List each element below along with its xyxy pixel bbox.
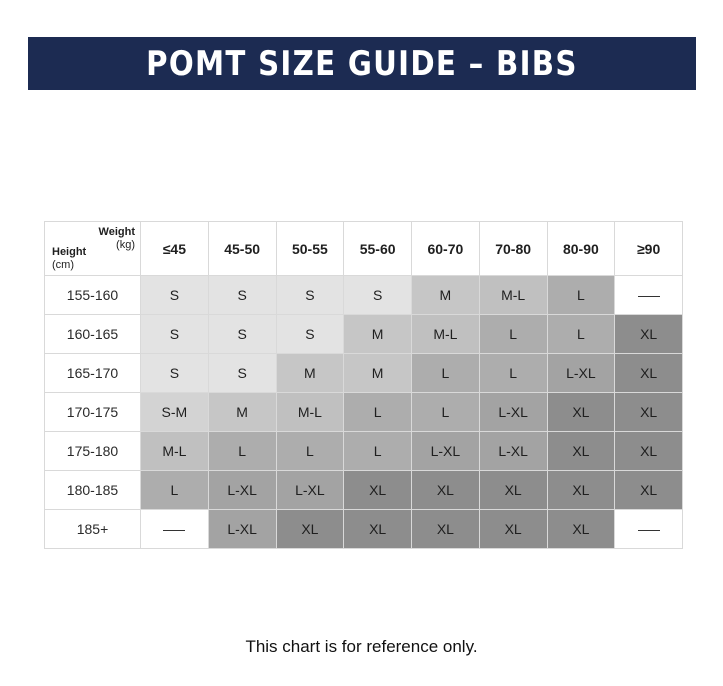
weight-header: 50-55 [276, 222, 344, 276]
table-body [45, 276, 683, 549]
size-cell: L-XL [208, 510, 276, 549]
height-row-label: 185+ [45, 510, 141, 549]
size-cell: S [208, 315, 276, 354]
table-row [45, 471, 683, 510]
table-row [45, 393, 683, 432]
size-cell: L [208, 432, 276, 471]
size-cell: XL [547, 393, 615, 432]
size-cell: XL [344, 471, 412, 510]
size-cell: M-L [276, 393, 344, 432]
size-cell: XL [615, 315, 683, 354]
header-row [45, 222, 683, 276]
size-cell: M [276, 354, 344, 393]
size-cell: XL [412, 471, 480, 510]
size-cell: XL [547, 510, 615, 549]
weight-header: 70-80 [479, 222, 547, 276]
table-row [45, 276, 683, 315]
size-cell: L-XL [479, 393, 547, 432]
size-cell: L-XL [412, 432, 480, 471]
weight-header: 55-60 [344, 222, 412, 276]
size-cell: M-L [479, 276, 547, 315]
height-unit: (cm) [52, 259, 74, 271]
height-label: Height [52, 246, 87, 258]
size-cell: L [344, 393, 412, 432]
size-cell: S [208, 354, 276, 393]
size-cell: XL [479, 471, 547, 510]
weight-header: 45-50 [208, 222, 276, 276]
height-row-label: 180-185 [45, 471, 141, 510]
size-cell: S [344, 276, 412, 315]
height-row-label: 170-175 [45, 393, 141, 432]
size-cell: XL [479, 510, 547, 549]
weight-header: ≤45 [141, 222, 209, 276]
size-cell: L-XL [547, 354, 615, 393]
dash-icon [638, 530, 660, 531]
size-cell: L-XL [479, 432, 547, 471]
size-cell-unavailable [615, 276, 683, 315]
size-cell: L [141, 471, 209, 510]
size-cell: S [276, 276, 344, 315]
size-cell: S [141, 354, 209, 393]
size-cell: L [479, 315, 547, 354]
size-cell: M [412, 276, 480, 315]
table-row [45, 315, 683, 354]
size-cell: XL [547, 432, 615, 471]
size-cell: XL [615, 471, 683, 510]
height-row-label: 160-165 [45, 315, 141, 354]
weight-header: 80-90 [547, 222, 615, 276]
height-row-label: 155-160 [45, 276, 141, 315]
size-cell: L [276, 432, 344, 471]
size-cell-unavailable [615, 510, 683, 549]
size-cell: L [344, 432, 412, 471]
size-cell: XL [412, 510, 480, 549]
size-cell: XL [615, 393, 683, 432]
weight-header: 60-70 [412, 222, 480, 276]
size-cell: M [344, 315, 412, 354]
size-cell: S [208, 276, 276, 315]
table-row [45, 354, 683, 393]
height-axis-label [52, 246, 86, 272]
weight-unit: (kg) [116, 239, 135, 251]
size-cell-unavailable [141, 510, 209, 549]
size-cell: L [412, 354, 480, 393]
size-cell: XL [615, 354, 683, 393]
height-row-label: 165-170 [45, 354, 141, 393]
corner-cell [45, 222, 141, 276]
size-cell: XL [344, 510, 412, 549]
dash-icon [163, 530, 185, 531]
size-cell: L [547, 315, 615, 354]
size-cell: XL [615, 432, 683, 471]
size-cell: S [141, 315, 209, 354]
size-cell: M [208, 393, 276, 432]
size-cell: L-XL [276, 471, 344, 510]
size-cell: L [547, 276, 615, 315]
reference-note: This chart is for reference only. [245, 637, 478, 656]
weight-axis-label [99, 226, 135, 252]
size-cell: M [344, 354, 412, 393]
size-cell: L-XL [208, 471, 276, 510]
weight-label: Weight [98, 226, 135, 238]
size-cell: S-M [141, 393, 209, 432]
size-cell: XL [276, 510, 344, 549]
size-table [44, 221, 683, 549]
title-banner [28, 37, 696, 90]
dash-icon [638, 296, 660, 297]
weight-header: ≥90 [615, 222, 683, 276]
size-cell: M-L [141, 432, 209, 471]
table-row [45, 510, 683, 549]
size-cell: S [141, 276, 209, 315]
size-cell: L [479, 354, 547, 393]
size-cell: S [276, 315, 344, 354]
table-row [45, 432, 683, 471]
size-cell: L [412, 393, 480, 432]
page-title: POMT SIZE GUIDE – BIBS [146, 43, 578, 84]
size-cell: M-L [412, 315, 480, 354]
size-cell: XL [547, 471, 615, 510]
height-row-label: 175-180 [45, 432, 141, 471]
